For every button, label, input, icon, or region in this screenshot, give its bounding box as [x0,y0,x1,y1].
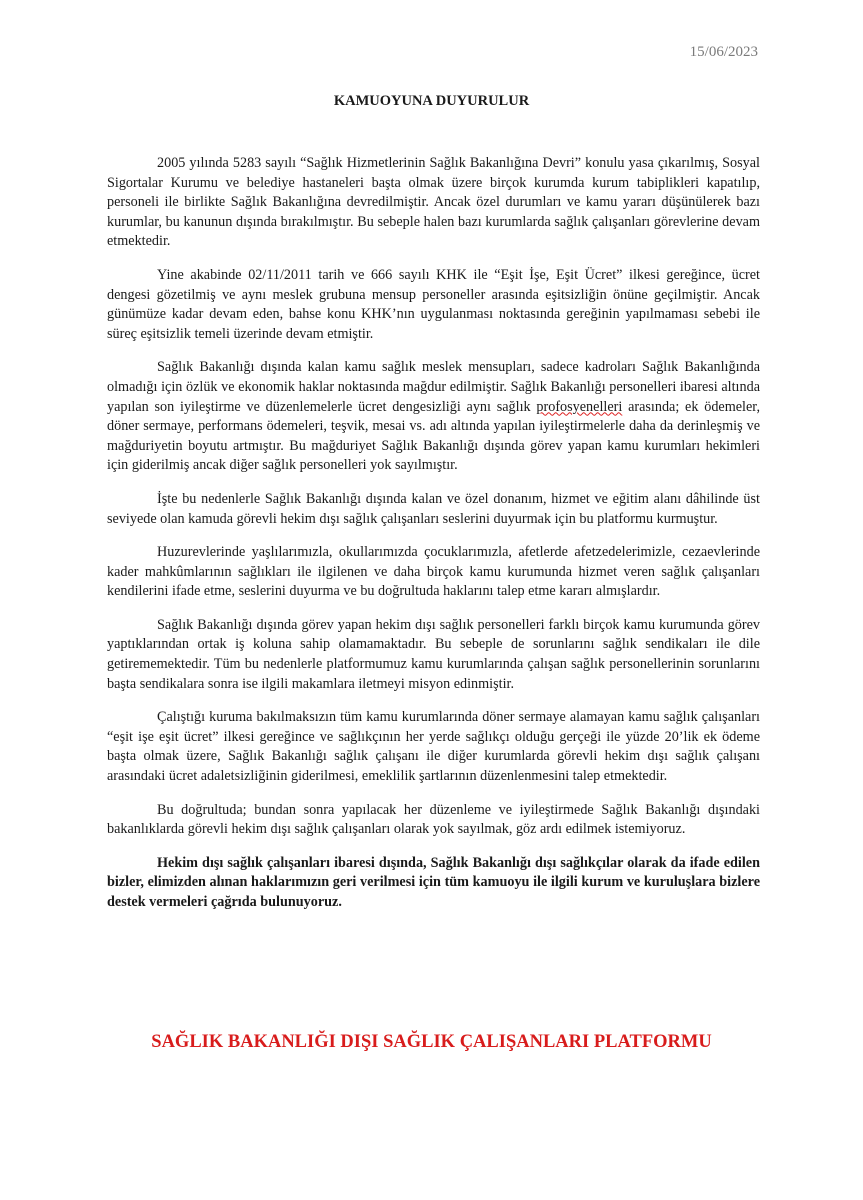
closing-statement: Hekim dışı sağlık çalışanları ibaresi dışında, Sağlık Bakanlığı dışı sağlıkçılar olarak da ifade edilen bizler, elimizden alınan haklarımızın geri verilmesi için tüm kamuoyu ile ilgili kurum ve kuruluşlara bizlere destek vermeleri çağrıda bulunuyoruz. [107,854,760,910]
paragraph-4: İşte bu nedenlerle Sağlık Bakanlığı dışında kalan ve özel donanım, hizmet ve eğitim alanı dâhilinde üst seviyede olan kamuda görevli hekim dışı sağlık çalışanları seslerini duyurmak için bu platformu kurmuştur. [107,490,760,527]
document-title: KAMUOYUNA DUYURULUR [333,93,530,109]
paragraph-3: Sağlık Bakanlığı dışında kalan kamu sağlık meslek mensupları, sadece kadroları Sağlık Bakanlığında olmadığı için özlük ve ekonomik haklar noktasında mağdur edilmiştir. Sağlık Bakanlığı personelleri ibaresi altında yapılan son iyileştirme ve düzenlemelerle ücret dengesizliği aynı sağlık profosyenelleri arasında; ek ödemeler, döner sermaye, performans ödemeleri, teşvik, mesai vs. adı altında yapılan iyileştirmelerle daha da derinleşmiş ve mağduriyetin boyutu artmıştır. Bu mağduriyet Sağlık Bakanlığı dışında görev yapan kamu kurumları hekimleri için giderilmiş ancak diğer sağlık personelleri yok sayılmıştır. [107,359,760,474]
spellcheck-underlined-word: profosyenelleri [536,398,623,415]
document-body [107,154,760,927]
paragraph-2: Yine akabinde 02/11/2011 tarih ve 666 sayılı KHK ile “Eşit İşe, Eşit Ücret” ilkesi gereğince, ücret dengesi gözetilmiş ve aynı meslek grubuna mensup personeller arasında eşitsizliğin önüne geçilmiştir. Ancak günümüze kadar devam eden, bahse konu KHK’nın uygulanması noktasında gereğinin yapılmaması sebebi ile süreç eşitsizlik temeli üzerinde devam etmiştir. [107,266,760,342]
document-date: 15/06/2023 [689,44,758,60]
platform-name: SAĞLIK BAKANLIĞI DIŞI SAĞLIK ÇALIŞANLARI PLATFORMU [151,1032,712,1052]
paragraph-7: Çalıştığı kuruma bakılmaksızın tüm kamu kurumlarında döner sermaye alamayan kamu sağlık çalışanları “eşit işe eşit ücret” ilkesi gereğince ve sağlıkçının her yerde sağlıkçı olduğu gerçeği ile yüzde 20’lik ek ödeme başta olmak üzere, Sağlık Bakanlığı sağlık çalışanı ile diğer kurumlarda görevli hekim dışı sağlık çalışanı arasındaki ücret adaletsizliğinin giderilmesi, emeklilik şartlarının düzenlenmesini talep etmektedir. [107,709,760,785]
paragraph-8: Bu doğrultuda; bundan sonra yapılacak her düzenleme ve iyileştirmede Sağlık Bakanlığı dışındaki bakanlıklarda görevli hekim dışı sağlık çalışanları olarak yok sayılmak, göz ardı edilmek istemiyoruz. [107,801,760,838]
paragraph-6: Sağlık Bakanlığı dışında görev yapan hekim dışı sağlık personelleri farklı birçok kamu kurumunda görev yaptıklarından ortak iş koluna sahip olamamaktadır. Bu sebeple de sorunlarını sağlık sendikaları ile dile getirememektedir. Tüm bu nedenlerle platformumuz kamu kurumlarında çalışan sağlık personellerinin sorunlarını başta sendikalara sonra ise ilgili makamlara iletmeyi misyon edinmiştir. [107,616,760,692]
paragraph-1: 2005 yılında 5283 sayılı “Sağlık Hizmetlerinin Sağlık Bakanlığına Devri” konulu yasa çıkarılmış, Sosyal Sigortalar Kurumu ve belediye hastaneleri başta olmak üzere birçok kurumda kurum tabiplikleri kapatılıp, personeli ile birlikte Sağlık Bakanlığına devredilmiştir. Ancak özel durumları ve kamu yararı düşünülerek bazı kurumlar, bu kanunun dışında bırakılmıştır. Bu sebeple halen bazı kurumlarda sağlık çalışanları görevlerine devam etmektedir. [107,155,760,250]
paragraph-5: Huzurevlerinde yaşlılarımızla, okullarımızda çocuklarımızla, afetlerde afetzedelerimizle, cezaevlerinde kader mahkûmlarının sağlıkları ile ilgilenen ve daha birçok kamu kurumunda hizmet veren sağlık çalışanları kendilerini ifade etme, seslerini duyurma ve bu doğrultuda haklarını talep etme kararı almışlardır. [107,544,760,600]
